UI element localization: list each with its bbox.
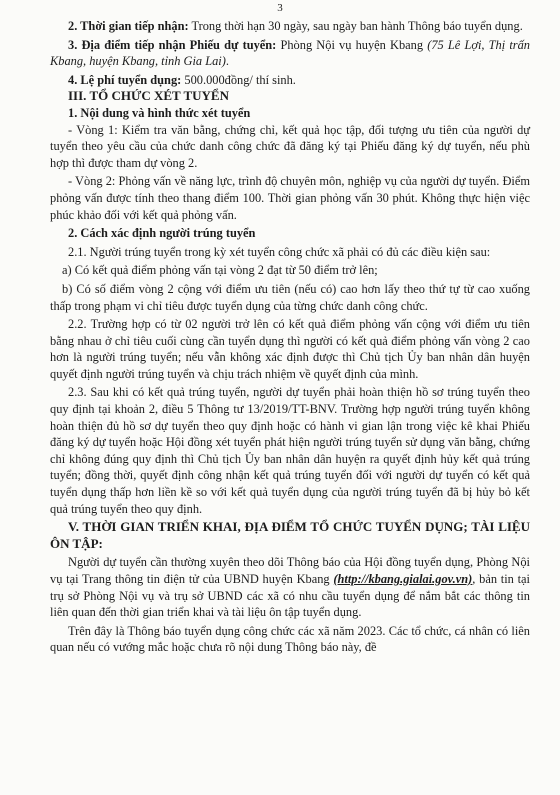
receiving-time-label: 2. Thời gian tiếp nhận:: [68, 19, 189, 33]
section-v-text-a: Người dự tuyển cần thường xuyên theo dõi Thông báo của Hội đồng tuyển dụng, Phòng Nội vụ tại Trang thông tin điện tử của UBND huyện Kbang: [50, 555, 530, 586]
page-number: 3: [277, 2, 283, 14]
section-v-text-b: , bản tin tại trụ sở Phòng Nội vụ và trụ sở UBND các xã có nhu cầu tuyển dụng để nắm bắt các thông tin liên quan đến thời gian triển khai và tài liệu ôn tập tuyển dụng.: [50, 572, 530, 620]
clause-2-1: 2.1. Người trúng tuyển trong kỳ xét tuyển công chức xã phải có đủ các điều kiện sau:: [68, 244, 491, 259]
closing-paragraph: Trên đây là Thông báo tuyển dụng công chức các xã năm 2023. Các tổ chức, cá nhân có liên quan nếu có vướng mắc hoặc chưa rõ nội dung Thông báo này, đề: [50, 623, 530, 655]
round-2-paragraph: - Vòng 2: Phỏng vấn về năng lực, trình độ chuyên môn, nghiệp vụ của người dự tuyển. Điểm phỏng vấn được tính theo thang điểm 100. Thời gian phỏng vấn 30 phút. Không thực hiện việc phúc khảo đối với kết quả phỏng vấn.: [50, 174, 530, 222]
receiving-place-paragraph: [50, 37, 530, 70]
clause-2-3: 2.3. Sau khi có kết quả trúng tuyển, người dự tuyển phải hoàn thiện hồ sơ trúng tuyển theo quy định tại khoản 2, điều 5 Thông tư 13/2019/TT-BNV. Trường hợp người trúng tuyển không hoàn thiện đủ hồ sơ dự tuyển theo quy định hoặc có hành vi gian lận trong việc kê khai Phiếu đăng ký dự tuyển hoặc Hội đồng xét tuyển phát hiện người trúng tuyển sử dụng văn bằng, chứng chỉ không đúng quy định thì Chủ tịch Ủy ban nhân dân huyện ra quyết định hủy kết quả trúng tuyển; đồng thời, quyết định công nhận kết quả trúng tuyển đối với người dự tuyển có kết quả tuyển dụng thấp hơn liền kề so với kết quả tuyển dụng của người trúng tuyển đã bị hủy bỏ kết quả trúng tuyển theo quy định.: [50, 385, 530, 516]
fee-label: 4. Lệ phí tuyển dụng:: [68, 72, 182, 87]
document-body: [50, 18, 530, 656]
round-1-paragraph: - Vòng 1: Kiểm tra văn bằng, chứng chỉ, kết quả học tập, đối tượng ưu tiên của người dự tuyển theo yêu cầu của chức danh công chức đã đăng ký tại Phiếu đăng ký dự tuyển, nếu phù hợp thì được tham dự vòng 2.: [50, 122, 530, 170]
website-link[interactable]: (http://kbang.gialai.gov.vn): [333, 572, 473, 586]
receiving-place-label: 3. Địa điểm tiếp nhận Phiếu dự tuyển:: [68, 37, 277, 52]
fee-paragraph: [50, 72, 530, 89]
fee-text: 500.000đồng/ thí sinh.: [181, 72, 296, 87]
section-iii-heading: III. TỔ CHỨC XÉT TUYỂN: [68, 88, 229, 104]
receiving-place-address: (75 Lê Lợi, Thị trấn Kbang, huyện Kbang, tỉnh Gia Lai): [50, 37, 530, 69]
subsection-winner-determination: 2. Cách xác định người trúng tuyển: [68, 226, 256, 241]
receiving-time-text: Trong thời hạn 30 ngày, sau ngày ban hành Thông báo tuyển dụng.: [188, 19, 523, 33]
receiving-place-text: Phòng Nội vụ huyện Kbang: [276, 37, 428, 52]
clause-b: b) Có số điểm vòng 2 cộng với điểm ưu tiên (nếu có) cao hơn lấy theo thứ tự từ cao xuống thấp trong phạm vi chỉ tiêu được tuyển dụng của từng chức danh công chức.: [50, 281, 530, 313]
subsection-content-form: 1. Nội dung và hình thức xét tuyển: [68, 105, 251, 120]
clause-2-2: 2.2. Trường hợp có từ 02 người trở lên có kết quả điểm phỏng vấn cộng với điểm ưu tiên bằng nhau ở chỉ tiêu cuối cùng cần tuyển dụng thì người có kết quả điểm phỏng vấn vòng 2 cao hơn là người trúng tuyển; nếu vẫn không xác định được thì Chủ tịch Ủy ban nhân dân huyện quyết định người trúng tuyển và chịu trách nhiệm về quyết định của mình.: [50, 317, 530, 381]
section-v-heading: V. THỜI GIAN TRIỂN KHAI, ĐỊA ĐIỂM TỔ CHỨC TUYỂN DỤNG; TÀI LIỆU ÔN TẬP:: [50, 519, 530, 551]
section-v-paragraph-1: [50, 554, 530, 620]
receiving-place-end: .: [225, 54, 229, 69]
receiving-time-paragraph: [50, 18, 530, 35]
clause-a: a) Có kết quả điểm phỏng vấn tại vòng 2 đạt từ 50 điểm trở lên;: [62, 263, 378, 278]
